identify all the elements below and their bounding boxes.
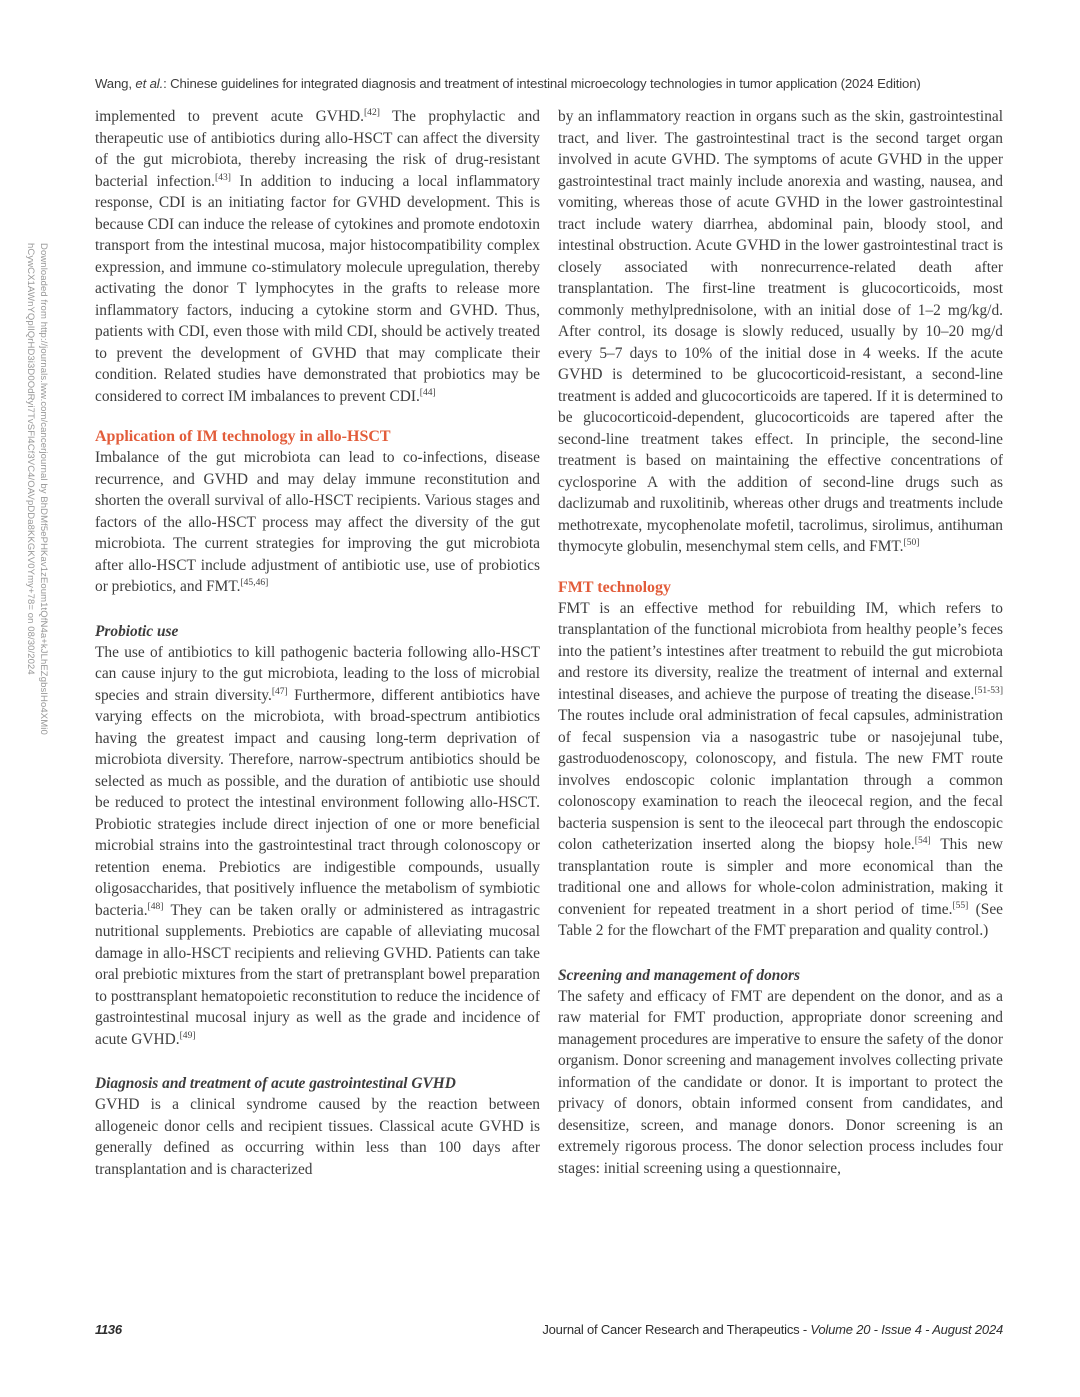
journal-issue: Volume 20 - Issue 4 - August 2024 bbox=[810, 1322, 1003, 1337]
running-head-title: : Chinese guidelines for integrated diagnosis and treatment of intestinal microecology technologies in tumor application (2024 Edition) bbox=[163, 76, 921, 91]
page-footer bbox=[95, 1322, 1003, 1337]
journal-citation bbox=[542, 1322, 1003, 1337]
paragraph: by an inflammatory reaction in organs such as the skin, gastrointestinal tract, and liver. The gastrointestinal tract is the second target organ involved in acute GVHD. The symptoms of acute GVHD in the upper gastrointestinal tract mainly include anorexia and wasting, nausea, and vomiting, whereas those of acute GVHD in the lower gastrointestinal tract include watery diarrhea, abdominal pain, bloody stool, and intestinal obstruction. Acute GVHD in the lower gastrointestinal tract is closely associated with nonrecurrence-related death after transplantation. The first-line treatment is glucocorticoids, most commonly methylprednisolone, with an initial dose of 1–2 mg/kg/d. After control, its dosage is slowly reduced, usually by 10–20 mg/d every 5–7 days to 10% of the initial dose in 4 weeks. If the acute GVHD is determined to be glucocorticoid-resistant, a second-line treatment is added and glucocorticoids are tapered. If it is determined to be glucocorticoid-dependent, glucocorticoids are tapered after the second-line treatment takes effect. In principle, the second-line treatment is based on maintaining the effective concentrations of cyclosporine A with the addition of second-line drugs such as daclizumab and ruxolitinib, whereas other drugs and treatments include methotrexate, mycophenolate mofetil, tacrolimus, sirolimus, antihuman thymocyte globulin, mesenchymal stem cells, and FMT.[50] bbox=[558, 108, 1003, 555]
paragraph: GVHD is a clinical syndrome caused by the reaction between allogeneic donor cells and recipient tissues. Classical acute GVHD is generally defined as occurring within less than 100 days after transplantation and is characterized bbox=[95, 1096, 540, 1178]
download-watermark bbox=[24, 243, 50, 843]
subheading-probiotic-use: Probiotic use bbox=[95, 622, 179, 640]
section-heading-fmt-technology: FMT technology bbox=[558, 578, 672, 596]
watermark-line-1: Downloaded from http://journals.lww.com/cancerjournal by BhDMf5ePHKav1zEoum1tQfN4a+kJLhEZgbsIHo4XMi0 bbox=[38, 243, 49, 735]
subheading-donor-screening: Screening and management of donors bbox=[558, 966, 801, 984]
journal-name: Journal of Cancer Research and Therapeutics - bbox=[542, 1322, 811, 1337]
section-heading-im-technology: Application of IM technology in allo-HSCT bbox=[95, 428, 391, 445]
paragraph: implemented to prevent acute GVHD.[42] The prophylactic and therapeutic use of antibiotics during allo-HSCT can affect the diversity of the gut microbiota, thereby increasing the risk of drug-resistant bacterial infection.[43] In addition to inducing a local inflammatory response, CDI is an initiating factor for GVHD development. This is because CDI can induce the release of cytokines and promote endotoxin transport from the intestinal mucosa, major histocompatibility complex expression, and immune co-stimulatory molecule upregulation, thereby activating the donor T lymphocytes in the grafts to release more inflammatory factors, inducing a cytokine storm and GVHD. Thus, patients with CDI, even those with mild CDI, should be actively treated to prevent the development of GVHD that may complicate their condition. Related studies have demonstrated that probiotics may be considered to correct IM imbalances to prevent CDI.[44] bbox=[95, 106, 540, 405]
running-head bbox=[95, 76, 1010, 91]
left-column bbox=[95, 106, 540, 1180]
paragraph: The use of antibiotics to kill pathogenic bacteria following allo-HSCT can cause injury to the gut microbiota, leading to the loss of microbial species and strain diversity.[47] Furthermore, different antibiotics have varying effects on the microbiota, with broad-spectrum antibiotics having the greatest impact and causing long-term deprivation of microbiota diversity. Therefore, narrow-spectrum antibiotics should be selected as much as possible, and the duration of antibiotic use should be reduced to protect the intestinal environment following allo-HSCT. Probiotic strategies include direct injection of one or more beneficial microbial strains into the gastrointestinal tract through colonoscopy or retention enema. Prebiotics are indigestible compounds, usually oligosaccharides, that positively influence the metabolism of symbiotic bacteria.[48] They can be taken orally or administered as intragastric nutritional supplements. Prebiotics are capable of alleviating mucosal damage in allo-HSCT recipients and relieving GVHD. Patients can take oral prebiotic mixtures from the start of pretransplant bowel preparation to posttransplant hematopoietic reconstitution to reduce the incidence of gastrointestinal mucosal injury as well as the grade and incidence of acute GVHD.[49] bbox=[95, 643, 541, 1048]
paragraph: FMT is an effective method for rebuilding IM, which refers to transplantation of the functional microbiota from healthy people’s feces into the patient’s intestines after treatment to rebuild the gut microbiota and restore its diversity, realize the treatment of internal and external intestinal diseases, and achieve the purpose of treating the disease.[51-53] The routes include oral administration of fecal capsules, administration of fecal suspension via a nasogastric tube or nasojejunal tube, gastroduodenoscopy, colonoscopy, and fistula. The new FMT route involves endoscopic colonic implantation through a common colonoscopy examination to reach the ileocecal region, and the fecal bacteria suspension is sent to the ileocecal part through the endoscopic colon catheterization inserted along the biopsy hole.[54] This new transplantation route is simpler and more economical than the traditional one and allows for whole-colon administration, making it convenient for repeated treatment in a short period of time.[55] (See Table 2 for the flowchart of the FMT preparation and quality control.) bbox=[558, 599, 1004, 939]
watermark-line-2: hCywCX1AWnYQpIlQrHD3i3D0OdRyi7TvSFl4Cf3VC4/OAVpDDa8KKGKV0Ymy+78= on 08/30/2024 bbox=[25, 243, 36, 675]
paragraph: The safety and efficacy of FMT are dependent on the donor, and as a raw material for FMT production, appropriate donor screening and management procedures are imperative to ensure the safety of the donor organism. Donor screening and management involves collecting private information of the candidate or donor. It is important to protect the privacy of donors, obtain informed consent from candidates, and desensitize, screen, and manage donors. Donor screening is an extremely rigorous process. The donor selection process includes four stages: initial screening using a questionnaire, bbox=[558, 987, 1003, 1177]
running-head-authors: Wang, bbox=[95, 76, 136, 91]
subheading-diagnosis-treatment: Diagnosis and treatment of acute gastrointestinal GVHD bbox=[95, 1075, 456, 1092]
right-column bbox=[558, 106, 1003, 1180]
article-body bbox=[95, 106, 1003, 1180]
paragraph: Imbalance of the gut microbiota can lead to co-infections, disease recurrence, and GVHD and may delay immune reconstitution and shorten the overall survival of allo-HSCT recipients. Various stages and factors of the allo-HSCT process may affect the diversity of the gut microbiota. The current strategies for improving the gut microbiota after allo-HSCT include adjustment of antibiotic use, use of probiotics or prebiotics, and FMT.[45,46] bbox=[95, 449, 540, 595]
page-number: 1136 bbox=[95, 1322, 122, 1337]
running-head-etal: et al. bbox=[135, 76, 164, 91]
